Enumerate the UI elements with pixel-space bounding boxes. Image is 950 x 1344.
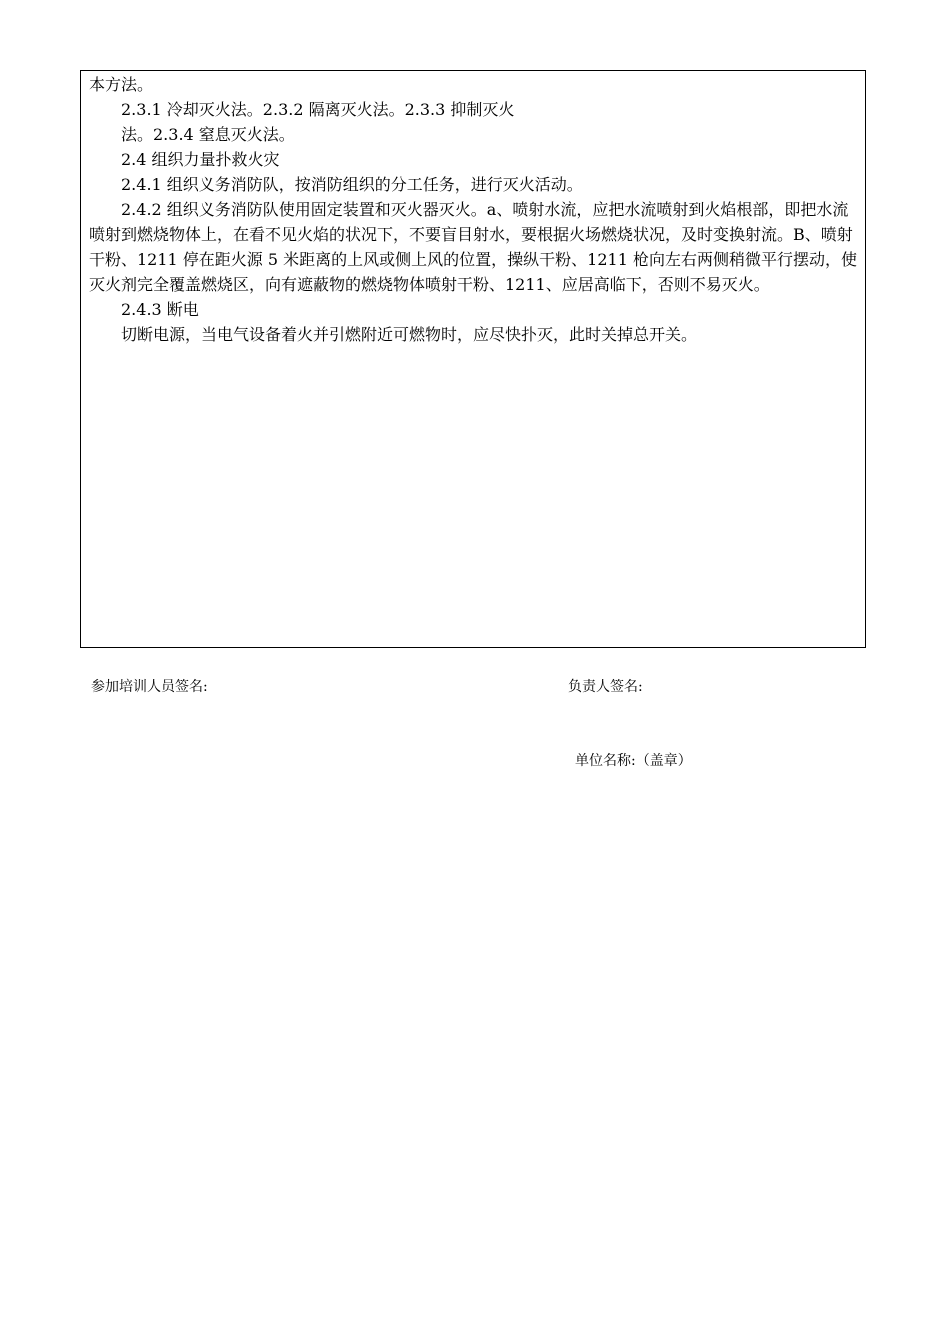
content-line: 2.4 组织力量扑救火灾 <box>121 150 280 169</box>
content-line: 2.3.1 冷却灭火法。2.3.2 隔离灭火法。2.3.3 抑制灭火 <box>121 100 515 119</box>
content-line: 切断电源，当电气设备着火并引燃附近可燃物时，应尽快扑灭，此时关掉总开关。 <box>121 325 698 344</box>
unit-name-label: 单位名称:（盖章） <box>575 753 692 769</box>
content-line: 本方法。 <box>89 75 154 94</box>
content-line: 2.4.1 组织义务消防队，按消防组织的分工任务，进行灭火活动。 <box>121 175 583 194</box>
content-line: 2.4.3 断电 <box>121 300 199 319</box>
content-line: 法。2.3.4 窒息灭火法。 <box>121 125 295 144</box>
training-content-box <box>80 70 866 648</box>
trainees-signature-label: 参加培训人员签名: <box>91 679 208 695</box>
leader-signature-label: 负责人签名: <box>568 679 643 695</box>
content-paragraph: 2.4.2 组织义务消防队使用固定装置和灭火器灭火。a、喷射水流，应把水流喷射到火焰根部，即把水流喷射到燃烧物体上，在看不见火焰的状况下，不要盲目射水，要根据火场燃烧状况，及时变换射流。B、喷射干粉、1211 停在距火源 5 米距离的上风或侧上风的位置，操纵干粉、1211 枪向左右两侧稍微平行摆动，使灭火剂完全覆盖燃烧区，向有遮蔽物的燃烧物体喷射干粉、1211、应居高临下，否则不易灭火。 <box>89 200 857 294</box>
